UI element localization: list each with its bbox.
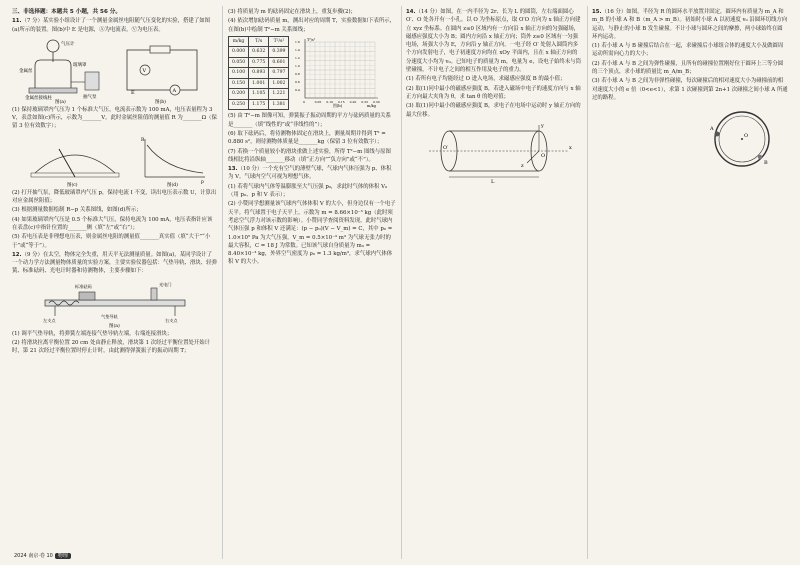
q11-part2: (2) 打开抽气泵，降低玻璃罩内气压 p，保持电流 I 不变，读出电压表示数 U，计算出对应金属丝阻值； (12, 189, 217, 205)
fig-label-y: y (541, 122, 544, 129)
q12-figure-a (15, 278, 215, 328)
table-cell: 0.250 (229, 99, 249, 110)
q12-fig-a-caption: 图(a) (108, 323, 120, 329)
y-tick-label: 1.2 (295, 55, 301, 60)
table-cell: 1.175 (249, 99, 269, 110)
graph-axes (305, 39, 378, 98)
svg-text:p: p (200, 179, 204, 185)
q13-stem (228, 165, 396, 182)
x-tick-label: 0.05 (315, 99, 322, 104)
q12-part3: (3) 将质量为 m 的砝码固定在滑块上，重复步骤(2)； (228, 9, 356, 15)
graph-x-label: m/kg (367, 103, 377, 108)
table-cell: 0.893 (249, 68, 269, 79)
table-row (229, 89, 289, 100)
q12-stem (12, 251, 217, 276)
fig-label-weight: 标准砝码 (74, 283, 92, 289)
table-cell: 1.221 (269, 89, 289, 100)
q15-ring-figure (702, 104, 782, 174)
q11-figure-cd (15, 133, 215, 187)
table-header-cell: T/s (249, 36, 269, 47)
q15-stem (592, 8, 788, 41)
y-tick-label: 0.4 (295, 87, 301, 92)
q12-table-graph (228, 36, 396, 111)
x-tick-label: 0.25 (361, 99, 369, 104)
fig-label-b: B (764, 160, 768, 167)
q15-number: 15. (592, 9, 602, 15)
q12-part7: (7) 若换一个质量较小的滑块重做上述实验，所得 T²−m 图线与原图线相比将沿纵轴_______移动（填“正方向”“负方向”或“不”）。 (228, 148, 391, 163)
fig-label-a: A (710, 126, 714, 133)
fig-label-left-support: 左支点 (42, 317, 56, 323)
section-header: 三、非选择题：本题共 5 小题，共 56 分。 (12, 9, 121, 15)
x-tick-label: 0.30 (373, 99, 381, 104)
table-header-row (229, 36, 289, 47)
q13-text: （10 分）一个充有空气的薄壁气球，气球内气体压强为 p、体积为 V。气球内空气可视为理想气体。 (228, 166, 392, 181)
table-header-cell: m/kg (229, 36, 249, 47)
q14-part2: (2) 取(1)问中最小的磁感应强度 B，若进入磁场中电子的速度方向与 x 轴正方向最大夹角为 θ，求 tan θ 的绝对值； (406, 85, 581, 100)
q15-part1: (1) 若小球 A 与 B 碰撞后结合在一起，求碰撞后小球组合体的速度大小及做圆周运动所需向心力的大小； (592, 43, 784, 58)
table-cell: 0.000 (229, 47, 249, 58)
y-tick-label: 0.8 (295, 71, 301, 76)
q11-number: 11. (12, 18, 22, 25)
q13-part2: (2) 小赞同学想测量该气球内气体体积 V 的大小，但身边仅有一个电子天平。将气球置于电子天平上，示数为 m = 8.66×10⁻³ kg（此时须考虑空气浮力对该示数的影响）。小赞同学查阅资料发现，此时气球内气体压强 p 和体积 V 还满足：(p − p₀)(V − V_m) = C，其中 p₀ = 1.0×10⁵ Pa 为大气压强，V_m = 0.5×10⁻³ m³ 为气球无张力时的最大容积，C = 18 J 为常数。已知该气球自身质量为 m₀ = 8.40×10⁻³ kg，外界空气密度为 ρ₀ = 1.3 kg/m³，求气球内气体体积 V 的大小。 (228, 201, 396, 266)
q15-text: （16 分）如图，半径为 R 的圆环水平放置并固定，圆环内有质量为 m_A 和 m_B 的小球 A 和 B（m_A > m_B）。初始时小球 A 以初速度 v₀ 沿圆环切线方向运动，与静止的小球 B 发生碰撞。不计小球与圆环之间的摩擦，两小球始终在圆环内运动。 (592, 9, 788, 40)
fig-label-bell-jar: 玻璃罩 (72, 62, 86, 68)
q14-cylinder-figure (409, 121, 579, 183)
table-cell: 0.632 (249, 47, 269, 58)
table-row (229, 47, 289, 58)
table-row (229, 57, 289, 68)
table-cell: 0.050 (229, 57, 249, 68)
q15-part3: (3) 若小球 A 与 B 之间为非弹性碰撞，每次碰撞后的相对速度大小为碰撞前的相对速度大小的 e 倍（0<e<1），求第 1 次碰撞到第 2n+1 次碰撞之间小球 A 所通过的路程。 (592, 78, 788, 101)
table-cell: 1.002 (269, 78, 289, 89)
q14-part3: (3) 取(1)问中最小的磁感应强度 B，求电子在电场中运动时 y 轴正方向的最大位移。 (406, 103, 581, 118)
y-tick-label: 1.0 (295, 63, 301, 68)
q14-text: （14 分）如图，在一内半径为 2r、长为 L 的圆筒，左右端面圆心 O′、O 处各开有一小孔。以 O 为坐标原点，取 O′O 方向为 x 轴正方向建立 xyz 坐标系。在圆内 z≤0 区域内有一方向沿 x 轴正方向的匀强磁场，磁感应强度大小为 B；圆内方向沿 x 轴正方向；筒外 z≥0 区域有一匀强电场，场强大小为 E，方向沿 y 轴正方向。一电子经 O′ 处射入圆筒内多个方向发射电子，电子初速度方向均在 xOy 平面内，且在 x 轴正方向的分速度大小均为 v₀。已知电子的质量为 m，电量为 e，设电子始终未与筒壁碰撞，不计电子之间的相互作用及电子的重力。 (406, 9, 581, 74)
fig-d-caption: 图(d) (166, 182, 178, 188)
table-cell: 0.797 (269, 68, 289, 79)
subject-badge: 物理 (55, 553, 71, 559)
y-tick-label: 1.6 (295, 39, 301, 44)
q11-text: （7 分）某实验小组设计了一个测量金属丝电阻随气压变化的实验，搭建了如图(a)所示的装置。图(b)中 E 是电源，Ⓐ为电流表，Ⓥ为电压表。 (12, 18, 210, 33)
q12-data-table (228, 36, 289, 111)
fig-label-o-prime: O′ (443, 144, 449, 151)
fig-b-caption: 图(b) (154, 99, 166, 105)
q11-part1: (1) 保持玻璃罩内气压为 1 个标准大气压，电流表示数为 100 mA，电压表量程为 3 V，表盘如图(c)所示，示数为_______V，此时金属丝阻值的测量值 R 为_______Ω（保留 3 位有效数字）； (12, 106, 217, 130)
table-cell: 1.381 (269, 99, 289, 110)
table-cell: 0.601 (269, 57, 289, 68)
y-tick-label: 1.4 (295, 47, 301, 52)
q11-part3: (3) 根据测量数据绘制 R−p 关系图线，如图(d)所示； (12, 207, 142, 214)
q12-part4: (4) 依次增加砝码质量 m，测出对应的周期 T，实验数据如下表所示，在图(b)中绘制 T²−m 关系图线； (228, 18, 396, 33)
q11-part5: (5) 若电压表是非理想电压表，则金属丝电阻的测量值_______真实值（填“大于”“小于”或“等于”）。 (12, 234, 211, 249)
q11-stem (12, 17, 217, 34)
q12-graph-paper (293, 36, 379, 108)
fig-label-x: x (569, 144, 572, 151)
fig-label-barometer: 气压计 (60, 41, 74, 47)
svg-text:R: R (140, 137, 144, 143)
x-tick-label: 0.15 (338, 99, 346, 104)
svg-text:A: A (172, 87, 176, 94)
graph-y-label: T²/s² (307, 37, 316, 42)
q12-fig-b-caption: 图(b) (333, 102, 343, 108)
page-footer (14, 552, 71, 559)
q11-figure-ab (15, 36, 215, 104)
table-row (229, 68, 289, 79)
svg-text:V: V (142, 67, 146, 74)
table-cell: 0.100 (229, 68, 249, 79)
table-cell: 0.399 (269, 47, 289, 58)
x-tick-label: 0.10 (326, 99, 334, 104)
table-row (229, 78, 289, 89)
fig-label-o: O (541, 152, 546, 159)
column-1 (12, 8, 217, 357)
fig-label-air-track: 气垫导轨 (100, 313, 118, 319)
q12-part5: (5) 由 T²−m 图像可知，弹簧振子振动周期的平方与砝码质量的关系是_______（填“线性的”或“非线性的”）； (228, 113, 391, 128)
column-3 (406, 8, 582, 185)
q12-part2: (2) 将滑块拉离平衡位置 20 cm 处由静止释放，滑块第 1 次经过平衡位置处开始计时，第 21 次经过平衡位置时停止计时，由此测得弹簧振子的振动周期 T； (12, 340, 211, 355)
q14-number: 14. (406, 9, 416, 15)
q12-number: 12. (12, 251, 22, 258)
fig-c-caption: 图(c) (66, 182, 78, 188)
x-tick-label: 0 (303, 99, 306, 104)
q13-part1: (1) 若将气球内气体等温膨胀至大气压强 p₀，求此时气体的体积 V₀（用 p₀、p 和 V 表示）； (228, 183, 388, 199)
column-4 (592, 8, 788, 176)
footer-text: 2024 南京·卷 10 (14, 553, 53, 559)
q15-part2: (2) 若小球 A 与 B 之间为弹性碰撞，且所有的碰撞位置刚好位于圆环上三等分圆的三个顶点，求小球的质量比 m_A/m_B； (592, 60, 784, 76)
table-cell: 0.200 (229, 89, 249, 100)
fig-label-wire: 金属丝 (18, 68, 32, 74)
q12-part6: (6) 取下砝码后，将待测物体固定在滑块上，测量周期并得到 T² = 0.880 s²，则待测物体质量是_______kg（保留 3 位有效数字）； (228, 130, 386, 146)
fig-label-center: O (744, 133, 749, 140)
q14-stem (406, 8, 582, 74)
table-row (229, 99, 289, 110)
y-tick-label: 0.6 (295, 79, 301, 84)
column-2 (228, 8, 396, 268)
x-tick-label: 0.20 (350, 99, 357, 104)
table-header-cell: T²/s² (269, 36, 289, 47)
fig-label-terminal: 金属丝接线柱 (24, 95, 52, 101)
fig-label-right-support: 右支点 (164, 317, 178, 323)
q12-part1: (1) 调平气垫导轨，将弹簧左端连接气垫导轨左端，右端连接滑块； (12, 330, 173, 337)
fig-label-l: L (491, 178, 495, 185)
table-cell: 0.775 (249, 57, 269, 68)
svg-text:E: E (130, 89, 135, 96)
q14-part1: (1) 若所有电子均能经过 O 进入电场，求磁感应强度 B 的最小值； (406, 76, 566, 83)
fig-label-z: z (521, 162, 524, 169)
table-cell: 0.150 (229, 78, 249, 89)
fig-label-photogate: 光电门 (158, 281, 172, 287)
q12-text: （9 分）在太空，物体完全失重，用天平无法测量质量。如图(a)，某同学设计了一个动力学方法测量物体质量的实验方案，主要实验仪器包括：气垫导轨、滑块、轻弹簧、标准砝码、光电计时器和待测物体，主要步骤如下： (12, 251, 217, 275)
table-cell: 1.001 (249, 78, 269, 89)
table-cell: 1.105 (249, 89, 269, 100)
fig-label-pump: 抽气泵 (82, 94, 96, 100)
q11-part4: (4) 如果玻璃罩内气压是 0.5 个标准大气压，保持电流为 100 mA，电压表指针应该在表盘(c)中指针位置的_______侧（填“左”或“右”）； (12, 216, 213, 231)
fig-a-caption: 图(a) (54, 99, 66, 105)
q13-number: 13. (228, 166, 238, 173)
